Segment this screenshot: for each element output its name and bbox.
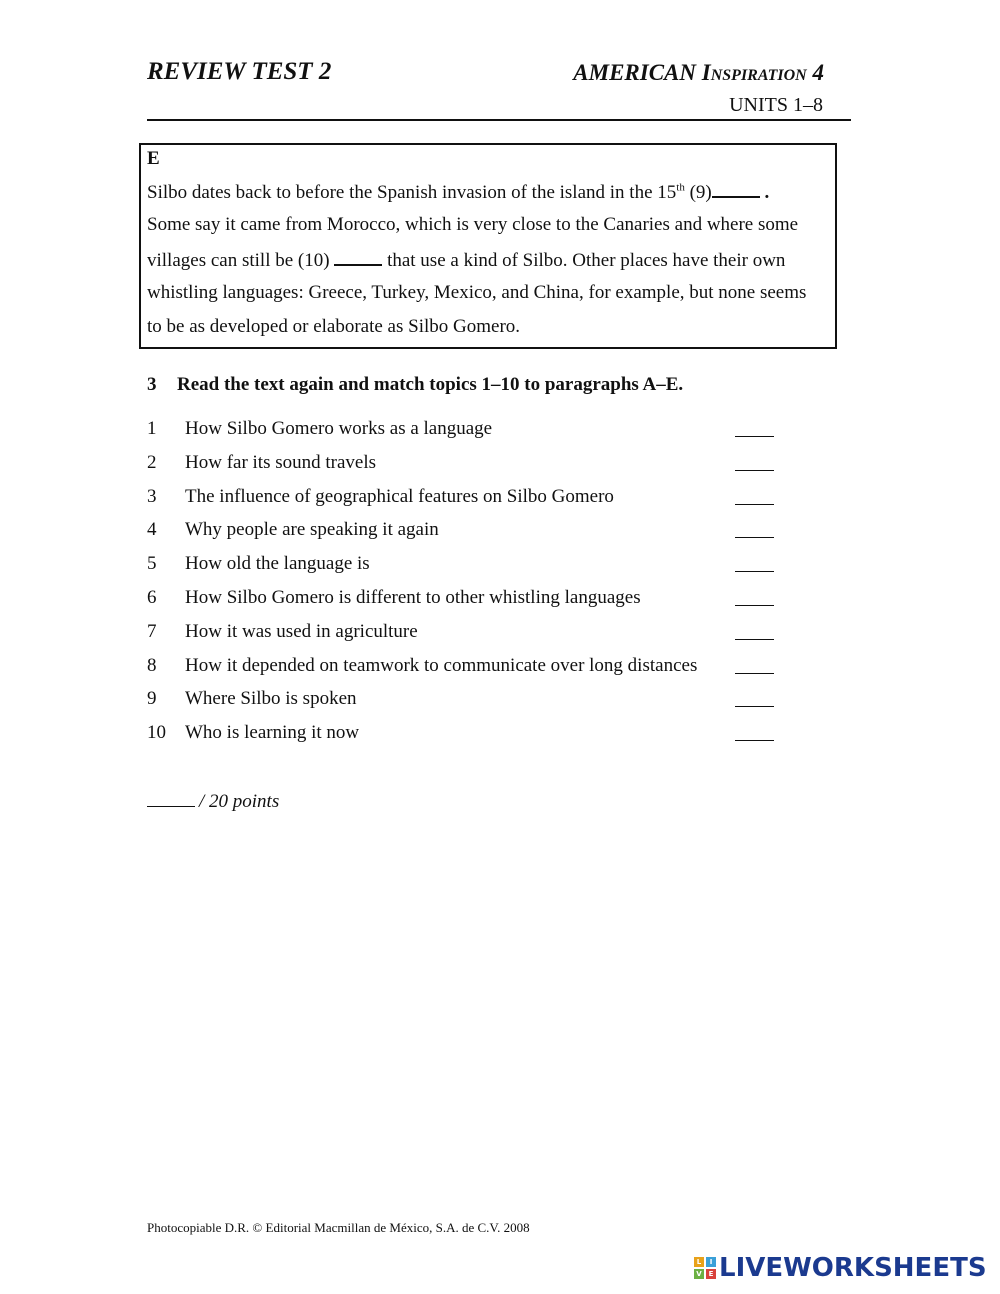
item-text: Where Silbo is spoken [185,688,357,710]
answer-blank[interactable] [735,470,774,471]
brand-word: Inspiration [701,60,807,85]
liveworksheets-logo-icon [694,1257,716,1279]
score-line [147,790,279,813]
header-rule [147,119,851,121]
units-label: UNITS 1–8 [729,94,823,116]
logo-tile: E [706,1269,716,1279]
list-item [147,452,787,486]
brand-level: 4 [812,60,824,85]
item-text: How it was used in agriculture [185,620,418,642]
passage-line-1 [147,180,769,204]
score-blank[interactable] [147,790,195,807]
logo-tile: L [694,1257,704,1267]
item-number: 9 [147,688,157,710]
passage-text: Silbo dates back to before the Spanish invasion of the island in the 15 [147,182,677,203]
answer-blank[interactable] [735,436,774,437]
logo-tile: I [706,1257,716,1267]
passage-text: villages can still be (10) [147,250,330,271]
answer-blank[interactable] [735,504,774,505]
answer-blank[interactable] [735,537,774,538]
exercise-instruction [147,374,683,396]
item-number: 10 [147,722,166,744]
passage-line-3 [147,248,785,272]
item-number: 1 [147,418,157,439]
item-number: 6 [147,586,157,608]
item-text: How far its sound travels [185,451,377,473]
list-item [147,553,787,587]
item-text: How Silbo Gomero works as a language [185,418,493,439]
superscript: th [676,181,685,194]
list-item [147,688,787,722]
topic-list [147,418,787,756]
list-item [147,587,787,621]
item-text: The influence of geographical features on Silbo Gomero [185,485,614,507]
answer-blank[interactable] [735,605,774,606]
passage-line-5: to be as developed or elaborate as Silbo Gomero. [147,316,521,337]
item-number: 8 [147,654,157,676]
period: . [764,182,770,203]
exercise-number: 3 [147,374,157,395]
list-item [147,722,787,756]
gap-number: (9) [689,182,712,203]
brand-prefix: AMERICAN [573,60,702,85]
list-item [147,655,787,689]
list-item [147,486,787,520]
list-item [147,519,787,553]
item-number: 4 [147,519,157,541]
answer-blank[interactable] [735,673,774,674]
item-number: 5 [147,553,157,575]
answer-blank[interactable] [735,571,774,572]
item-text: How Silbo Gomero is different to other whistling languages [185,586,641,608]
logo-tile: V [694,1269,704,1279]
item-text: Who is learning it now [185,722,360,744]
liveworksheets-watermark [694,1253,987,1283]
item-text: How it depended on teamwork to communicate over long distances [185,654,698,676]
page-title: REVIEW TEST 2 [147,58,332,85]
item-number: 2 [147,451,157,473]
copyright-footer: Photocopiable D.R. © Editorial Macmillan de México, S.A. de C.V. 2008 [147,1220,530,1235]
list-item [147,621,787,655]
passage-line-2: Some say it came from Morocco, which is very close to the Canaries and where some [147,214,799,235]
gap-10-blank[interactable] [334,248,382,266]
item-number: 7 [147,620,157,642]
paragraph-letter: E [147,148,160,169]
instruction-text: Read the text again and match topics 1–10 to paragraphs A–E. [177,374,684,395]
liveworksheets-text: LIVEWORKSHEETS [719,1253,987,1283]
passage-text: that use a kind of Silbo. Other places have their own [387,250,786,271]
answer-blank[interactable] [735,706,774,707]
book-brand [573,60,824,86]
answer-blank[interactable] [735,639,774,640]
answer-blank[interactable] [735,740,774,741]
gap-9-blank[interactable] [712,180,760,198]
item-text: Why people are speaking it again [185,519,439,541]
score-label: / 20 points [199,791,280,812]
item-number: 3 [147,485,157,507]
item-text: How old the language is [185,553,370,575]
list-item [147,418,787,452]
passage-line-4: whistling languages: Greece, Turkey, Mexico, and China, for example, but none seems [147,282,807,303]
